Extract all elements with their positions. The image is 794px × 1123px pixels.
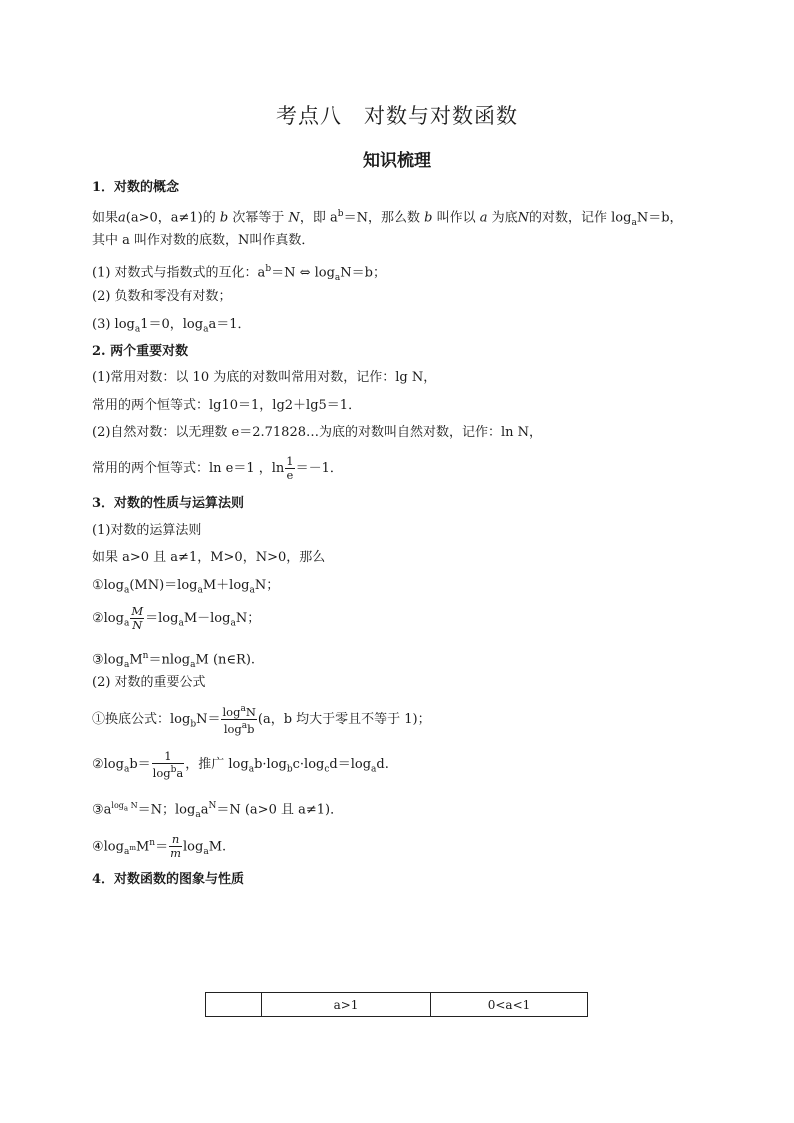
rule-quotient: $②\log_a$ $\frac{M}{N}$ $=\log_aM-\log_aN$；	[92, 604, 261, 632]
section2-line1: (1)常用对数：以 10 为底的对数叫常用对数，记作：lg N，	[92, 370, 437, 385]
section1-item2: (2) 负数和零没有对数；	[92, 289, 232, 304]
formula-reciprocal: $②\log_ab=$ $\frac{1}{\log^ba}$ ，推广 $\log_ab\cdot\log_bc\cdot\log_cd=\log_ad$.	[92, 748, 389, 780]
formula-power-base: $④\log_{a^m}M^n=$ $\frac{n}{m}$ $\log_aM$.	[92, 832, 227, 861]
section3-subheading1: (1)对数的运算法则	[92, 523, 202, 538]
table-header-row	[206, 993, 588, 1017]
section1-definition: 如果a(a>0，a≠1)的 b 次幂等于 N，即 $a^b=N$，那么数 b 叫作以 a 为底N的对数，记作 $\log_aN=b$，	[92, 209, 683, 228]
rule-product: $①\log_a(MN)=\log_aM+\log_aN$；	[92, 578, 280, 596]
fraction-n-over-m: $\frac{n}{m}$	[170, 832, 182, 861]
section-subtitle: 知识梳理	[363, 151, 431, 171]
section1-line2: 其中 a 叫作对数的底数，N叫作真数．	[92, 233, 315, 248]
section3-heading: 3．对数的性质与运算法则	[92, 496, 245, 511]
section3-condition: 如果 a>0 且 a≠1，M>0，N>0，那么	[92, 550, 326, 565]
fraction-1-over-e: $\frac{1}{e}$	[286, 454, 294, 482]
section1-item3: (3) $\log_a1=0$，$\log_aa=1$．	[92, 317, 251, 335]
section2-line3: (2)自然对数：以无理数 e＝2.71828…为底的对数叫自然对数，记作：ln N，	[92, 425, 543, 440]
formula-change-of-base: ①换底公式：$\log_bN=$ $\frac{\log^aN}{\log^ab}$ (a，b 均大于零且不等于 1)；	[92, 704, 431, 736]
section2-line4: 常用的两个恒等式：ln e＝1 ，ln $\frac{1}{e}$ ＝－1．	[92, 454, 343, 482]
section1-item1: (1) 对数式与指数式的互化：$a^b=N$ ⇔ $\log_aN=b$；	[92, 264, 386, 283]
table-header-cell: a>1	[262, 993, 431, 1017]
fraction-m-over-n: $\frac{M}{N}$	[131, 604, 144, 632]
page-title: 考点八 对数与对数函数	[276, 104, 518, 128]
table-header-cell: 0<a<1	[431, 993, 588, 1017]
formula-inverse: $③a^{log_a N}=N$；$\log_aa^N=N$ (a>0 且 a≠1)．	[92, 801, 344, 820]
log-function-properties-table	[205, 992, 588, 1017]
fraction-reciprocal-log: $\frac{1}{\log^ba}$	[152, 748, 184, 780]
section4-heading: 4．对数函数的图象与性质	[92, 872, 245, 887]
table-header-cell	[206, 993, 262, 1017]
section1-heading: 1．对数的概念	[92, 180, 180, 195]
fraction-change-of-base: $\frac{\log^aN}{\log^ab}$	[222, 704, 256, 736]
section2-heading: 2. 两个重要对数	[92, 344, 189, 359]
section3-subheading2: (2) 对数的重要公式	[92, 675, 206, 690]
rule-power: $③\log_aM^n=nlog_aM$ (n∈R).	[92, 651, 256, 670]
section2-line2: 常用的两个恒等式：lg10＝1，lg2＋lg5＝1．	[92, 398, 362, 413]
